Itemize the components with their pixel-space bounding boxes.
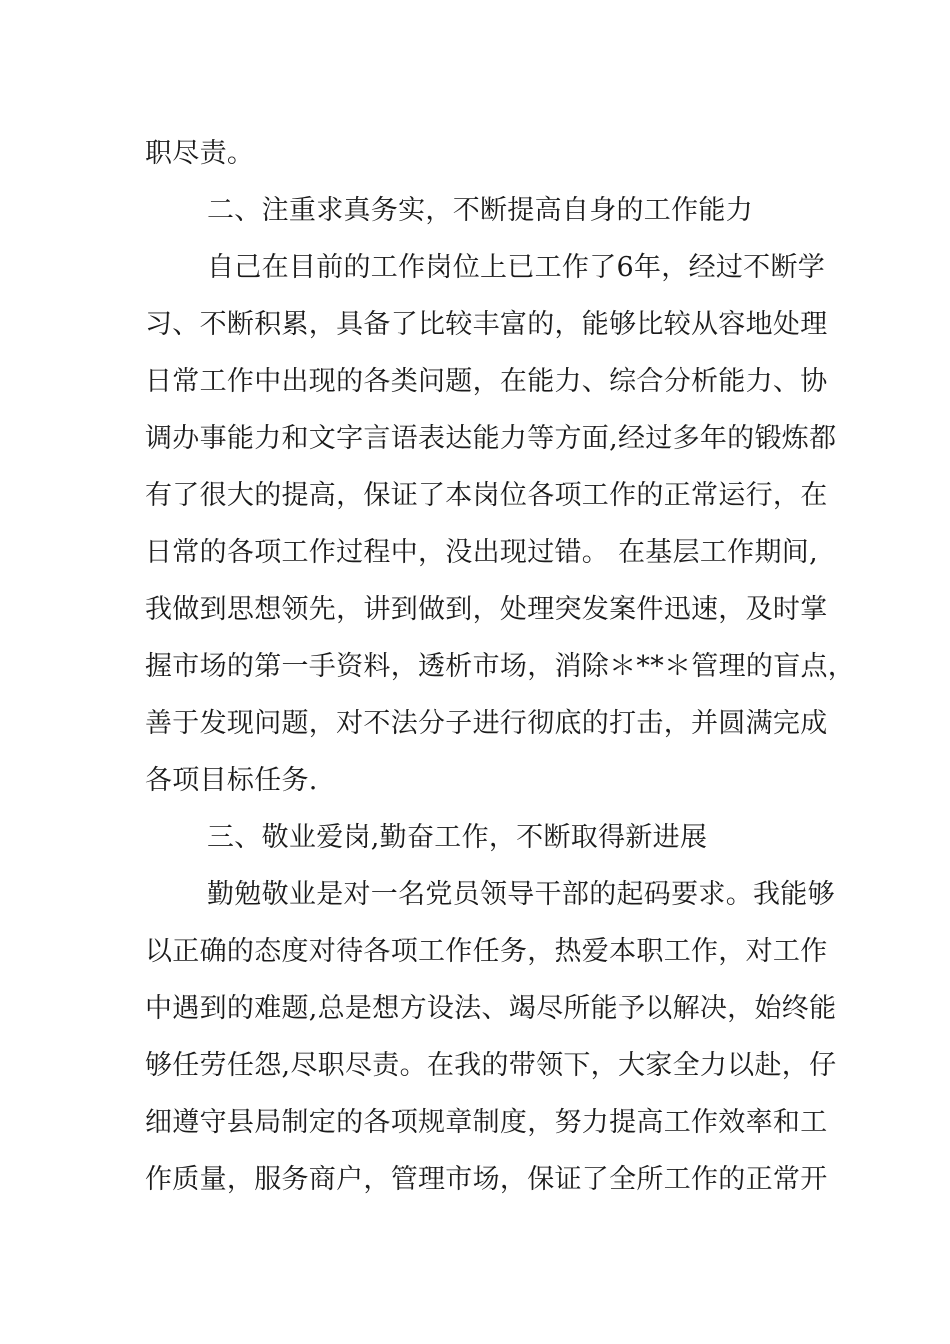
paragraph-line: 有了很大的提高，保证了本岗位各项工作的正常运行，在 [145,480,828,511]
paragraph-line: 勤勉敬业是对一名党员领导干部的起码要求。我能够 [207,879,835,910]
section-heading-3: 三、敬业爱岗,勤奋工作，不断取得新进展 [207,822,708,853]
paragraph-line: 自己在目前的工作岗位上已工作了6年，经过不断学 [207,252,826,283]
paragraph-line: 各项目标任务. [145,765,318,796]
paragraph-line: 中遇到的难题,总是想方设法、竭尽所能予以解决，始终能 [145,993,837,1024]
paragraph-line: 我做到思想领先，讲到做到，处理突发案件迅速，及时掌 [145,594,828,625]
paragraph-line: 善于发现问题，对不法分子进行彻底的打击，并圆满完成 [145,708,828,739]
paragraph-line: 日常的各项工作过程中，没出现过错。 在基层工作期间, [145,537,818,568]
paragraph-line: 习、不断积累，具备了比较丰富的，能够比较从容地处理 [145,309,828,340]
paragraph-line: 握市场的第一手资料，透析市场，消除＊**＊管理的盲点， [145,651,856,682]
paragraph-line: 日常工作中出现的各类问题，在能力、综合分析能力、协 [145,366,828,397]
paragraph-line: 调办事能力和文字言语表达能力等方面,经过多年的锻炼都 [145,423,837,454]
paragraph-line: 作质量，服务商户，管理市场，保证了全所工作的正常开 [145,1164,828,1195]
paragraph-line: 细遵守县局制定的各项规章制度，努力提高工作效率和工 [145,1107,828,1138]
paragraph-line: 够任劳任怨,尽职尽责。在我的带领下，大家全力以赴，仔 [145,1050,837,1081]
text-line-continuation: 职尽责。 [145,138,255,169]
section-heading-2: 二、注重求真务实，不断提高自身的工作能力 [207,195,753,226]
paragraph-line: 以正确的态度对待各项工作任务，热爱本职工作，对工作 [145,936,828,967]
